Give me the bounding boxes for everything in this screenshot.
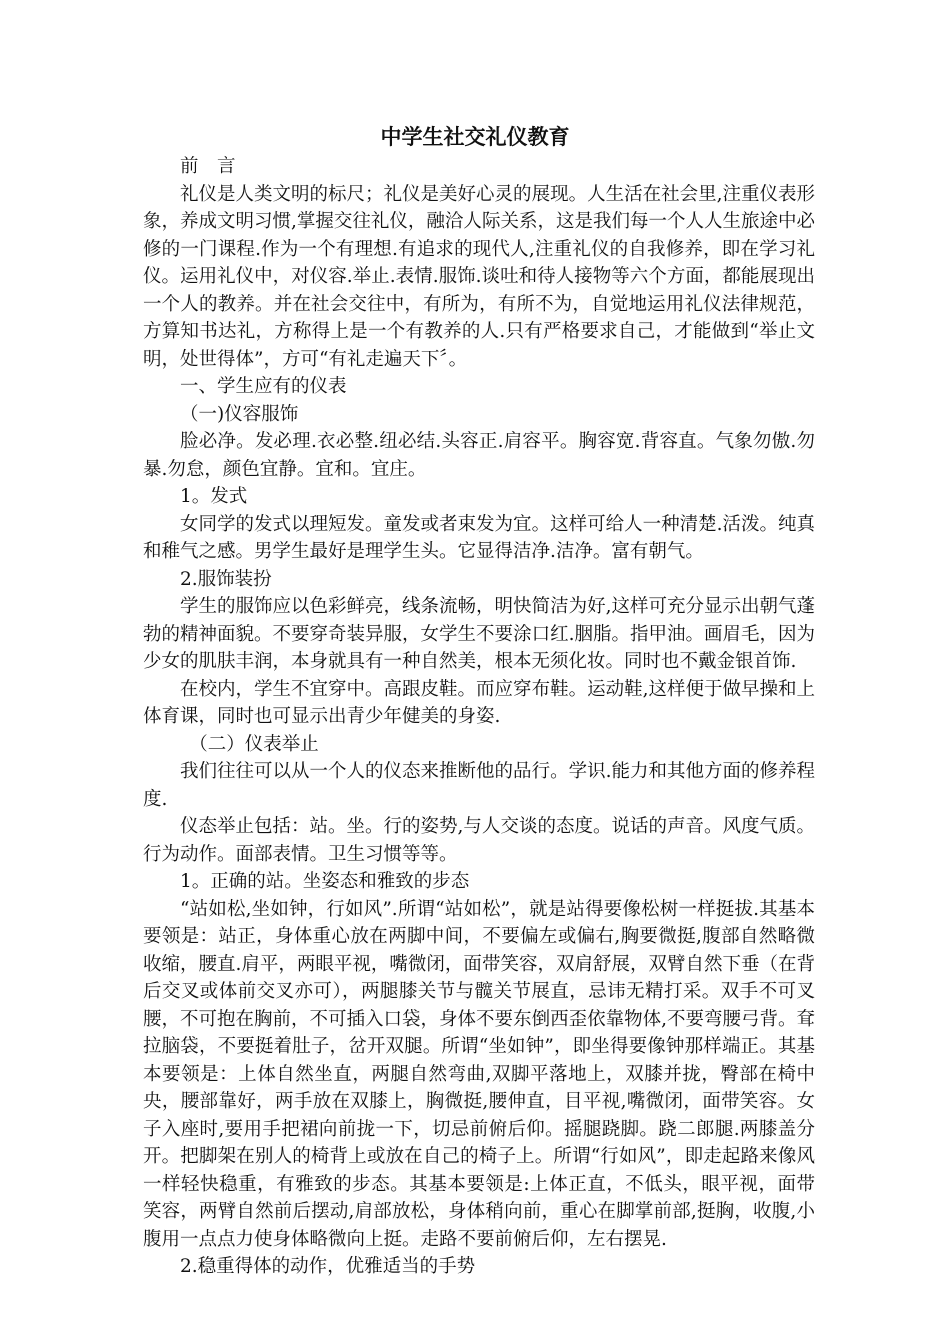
item-heading: 2.稳重得体的动作，优雅适当的手势 — [180, 1256, 476, 1277]
body-paragraph: 我们往往可以从一个人的仪态来推断他的品行。学识.能力和其他方面的修养程度. — [143, 761, 815, 810]
body-paragraph: 在校内，学生不宜穿中。高跟皮鞋。而应穿布鞋。运动鞋,这样便于做早操和上体育课，同时也可显示出青少年健美的身姿. — [143, 678, 815, 727]
item-heading: 1。发式 — [180, 486, 248, 507]
subsection-heading: （一)仪容服饰 — [180, 403, 299, 425]
body-paragraph: 脸必净。发必理.衣必整.纽必结.头容正.肩容平。胸容宽.背容直。气象勿傲.勿暴.勿怠，颜色宜静。宜和。宜庄。 — [143, 431, 815, 480]
preface-heading: 前 言 — [180, 156, 236, 177]
item-heading: 1。正确的站。坐姿态和雅致的步态 — [180, 871, 470, 892]
subsection-heading: （二）仪表举止 — [189, 733, 319, 755]
body-paragraph: 学生的服饰应以色彩鲜亮，线条流畅，明快简洁为好,这样可充分显示出朝气蓬勃的精神面貌。不要穿奇装异服，女学生不要涂口红.胭脂。指甲油。画眉毛，因为少女的肌肤丰润，本身就具有一种自然美，根本无须化妆。同时也不戴金银首饰. — [143, 596, 815, 672]
document-body — [143, 153, 815, 1281]
body-paragraph: 礼仪是人类文明的标尺；礼仪是美好心灵的展现。人生活在社会里,注重仪表形象，养成文明习惯,掌握交往礼仪，融洽人际关系，这是我们每一个人人生旅途中必修的一门课程.作为一个有理想.有追求的现代人,注重礼仪的自我修养，即在学习礼仪。运用礼仪中，对仪容.举止.表情.服饰.谈吐和待人接物等六个方面，都能展现出一个人的教养。并在社会交往中，有所为，有所不为，自觉地运用礼仪法律规范，方算知书达礼，方称得上是一个有教养的人.只有严格要求自己，才能做到“举止文明，处世得体”，方可“有礼走遍天下〞。 — [143, 183, 815, 370]
body-paragraph: “站如松,坐如钟，行如风”.所谓“站如松”，就是站得要像松树一样挺拔.其基本要领是：站正，身体重心放在两脚中间，不要偏左或偏右,胸要微挺,腹部自然略微收缩，腰直.肩平，两眼平视，嘴微闭，面带笑容，双肩舒展，双臂自然下垂（在背后交叉或体前交叉亦可），两腿膝关节与髋关节展直，忌讳无精打采。双手不可叉腰，不可抱在胸前，不可插入口袋，身体不要东倒西歪依靠物体,不要弯腰弓背。耷拉脑袋，不要挺着肚子，岔开双腿。所谓“坐如钟”，即坐得要像钟那样端正。其基本要领是：上体自然坐直，两腿自然弯曲,双脚平落地上，双膝并拢，臀部在椅中央，腰部靠好，两手放在双膝上，胸微挺,腰伸直，目平视,嘴微闭，面带笑容。女子入座时,要用手把裙向前拢一下，切忌前俯后仰。摇腿跷脚。跷二郎腿.两膝盖分开。把脚架在别人的椅背上或放在自己的椅子上。所谓“行如风”，即走起路来像风一样轻快稳重，有雅致的步态。其基本要领是:上体正直，不低头，眼平视，面带笑容，两臂自然前后摆动,肩部放松，身体稍向前，重心在脚掌前部,挺胸，收腹,小腹用一点点力使身体略微向上挺。走路不要前俯后仰，左右摆晃. — [143, 898, 815, 1250]
document-title: 中学生社交礼仪教育 — [380, 125, 570, 149]
body-paragraph: 女同学的发式以理短发。童发或者束发为宜。这样可给人一种清楚.活泼。纯真和稚气之感。男学生最好是理学生头。它显得洁净.洁净。富有朝气。 — [143, 513, 815, 562]
item-heading: 2.服饰装扮 — [180, 568, 272, 590]
section-heading: 一、学生应有的仪表 — [180, 376, 347, 397]
body-paragraph: 仪态举止包括：站。坐。行的姿势,与人交谈的态度。说话的声音。风度气质。行为动作。面部表情。卫生习惯等等。 — [143, 816, 815, 865]
